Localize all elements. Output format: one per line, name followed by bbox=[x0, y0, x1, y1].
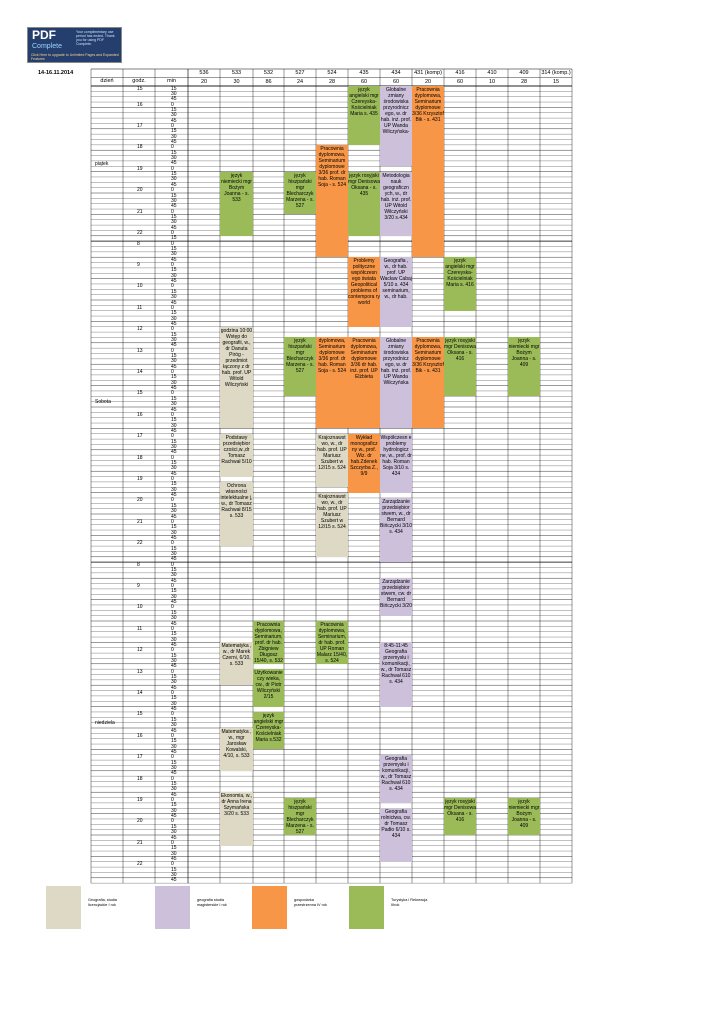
hour-cell: 20 bbox=[137, 187, 143, 194]
class-block: język angielski mgr Czereyska-Kościelniak Maria s. 416 bbox=[444, 257, 476, 311]
room-capacity: 15 bbox=[552, 78, 560, 85]
legend-label: Turystyka i Rekreacja IIIrok bbox=[391, 898, 428, 907]
minute-cell: 45 bbox=[171, 342, 177, 349]
minute-cell: 0 bbox=[171, 347, 174, 354]
minute-cell: 30 bbox=[171, 315, 177, 322]
room-header: 410 bbox=[487, 70, 497, 76]
minute-cell: 0 bbox=[171, 411, 174, 418]
room-capacity: 30 bbox=[233, 78, 240, 85]
minute-cell: 15 bbox=[171, 213, 177, 220]
minute-cell: 45 bbox=[171, 203, 177, 210]
minute-cell: 0 bbox=[171, 283, 174, 290]
room-header: 533 bbox=[231, 70, 242, 76]
minute-cell: 45 bbox=[171, 534, 177, 541]
minute-cell: 45 bbox=[171, 813, 177, 820]
minute-cell: 15 bbox=[171, 609, 177, 616]
minute-cell: 45 bbox=[171, 160, 177, 167]
class-block: Globalne zmiany środowiska przyrodnicz ego, w. dr hab. inż. prof. UP Wanda Wilczyńska bbox=[380, 337, 412, 428]
room-capacity: 86 bbox=[265, 78, 272, 85]
minute-cell: 0 bbox=[171, 732, 174, 739]
hour-cell: 12 bbox=[137, 647, 143, 654]
minute-cell: 30 bbox=[171, 615, 177, 622]
hour-cell: 20 bbox=[137, 818, 143, 825]
class-block: język rosyjski mgr Denisowa Oksana - s. 435 bbox=[348, 172, 380, 236]
minute-cell: 30 bbox=[171, 443, 177, 450]
hour-cell: 14 bbox=[137, 690, 143, 697]
minute-cell: 45 bbox=[171, 663, 177, 670]
minute-cell: 15 bbox=[171, 310, 177, 317]
minute-cell: 0 bbox=[171, 625, 174, 632]
hour-cell: 20 bbox=[137, 497, 143, 504]
hour-cell: 15 bbox=[137, 711, 143, 718]
class-block: język rosyjski mgr Denisowa Oksana - s. 416 bbox=[444, 337, 476, 396]
hour-cell: 18 bbox=[137, 775, 143, 782]
minute-cell: 15 bbox=[171, 171, 177, 178]
minute-cell: 45 bbox=[171, 181, 177, 188]
class-block: język hiszpański mgr Blecharczyk Marzena - s. 527 bbox=[284, 337, 316, 396]
minute-cell: 0 bbox=[171, 775, 174, 782]
room-header: 314 (komp.) bbox=[541, 70, 571, 76]
minute-cell: 30 bbox=[171, 294, 177, 301]
minute-cell: 0 bbox=[171, 101, 174, 108]
minute-cell: 0 bbox=[171, 690, 174, 697]
minute-cell: 30 bbox=[171, 529, 177, 536]
minute-cell: 30 bbox=[171, 764, 177, 771]
minute-cell: 0 bbox=[171, 262, 174, 269]
minute-cell: 30 bbox=[171, 358, 177, 365]
minute-cell: 30 bbox=[171, 272, 177, 279]
minute-cell: 30 bbox=[171, 636, 177, 643]
minute-cell: 15 bbox=[171, 631, 177, 638]
hour-cell: 21 bbox=[137, 518, 143, 525]
minute-cell: 0 bbox=[171, 861, 174, 868]
minute-cell: 0 bbox=[171, 839, 174, 846]
minute-cell: 0 bbox=[171, 604, 174, 611]
banner-message: Your complimentary use period has ended. Thank you for using PDF Complete. bbox=[76, 30, 115, 46]
minute-cell: 0 bbox=[171, 647, 174, 654]
minute-cell: 15 bbox=[171, 460, 177, 466]
hour-cell: 15 bbox=[137, 390, 143, 397]
room-header: 431 (komp) bbox=[414, 70, 442, 76]
minute-cell: 15 bbox=[171, 716, 177, 723]
minute-cell: 15 bbox=[171, 652, 177, 659]
minute-cell: 15 bbox=[171, 545, 177, 552]
minute-cell: 45 bbox=[171, 492, 177, 499]
pdf-logo: PDF Complete bbox=[32, 28, 62, 50]
class-block: Zarządzanie przedsiębior stwem, cw. dr Bernard Bińczycki 3/20 bbox=[380, 578, 412, 615]
minute-cell: 45 bbox=[171, 599, 177, 606]
class-block: Ochrona własności intelektualne j, w., dr Tomasz Rachwał 8/15 s. 533 bbox=[220, 482, 253, 546]
minute-cell: 45 bbox=[171, 834, 177, 841]
hour-cell: 15 bbox=[137, 85, 143, 92]
minute-cell: 15 bbox=[171, 246, 177, 252]
minute-cell: 30 bbox=[171, 379, 177, 386]
legend-label: Geografia, studia licencjackie I rok bbox=[88, 898, 117, 907]
class-block: Zarządzanie przedsiębior stwem, w., dr Bernard Bińczycki 3/10 s. 434 bbox=[380, 498, 412, 562]
header-minute: min bbox=[167, 78, 176, 84]
class-block: język angielski mgr Czereyska-Kościelniak Maria s. 435 bbox=[348, 86, 380, 145]
day-label: niedziela bbox=[95, 719, 115, 726]
room-header: 416 bbox=[455, 70, 465, 76]
class-block: język niemiecki mgr Bożym Joanna - s. 409 bbox=[508, 337, 540, 396]
hour-cell: 22 bbox=[137, 540, 143, 547]
minute-cell: 15 bbox=[171, 481, 177, 488]
hour-cell: 14 bbox=[137, 369, 143, 376]
minute-cell: 45 bbox=[171, 278, 177, 285]
minute-cell: 0 bbox=[171, 144, 174, 151]
minute-cell: 45 bbox=[171, 117, 177, 124]
class-block: Pracownia dyplomowa, Seminarium dyplomowe 3/36 prof. dr hab. Roman Soja - s. 524 bbox=[316, 145, 348, 257]
room-capacity: 60 bbox=[456, 78, 464, 85]
day-label: piątek bbox=[95, 160, 109, 167]
hour-cell: 18 bbox=[137, 144, 143, 151]
minute-cell: 0 bbox=[171, 754, 174, 761]
minute-cell: 45 bbox=[171, 427, 177, 434]
class-block: język niemiecki mgr Bożym Joanna - s. 533 bbox=[220, 172, 253, 236]
hour-cell: 9 bbox=[137, 262, 140, 269]
room-capacity: 60 bbox=[392, 78, 400, 85]
minute-cell: 30 bbox=[171, 155, 177, 162]
hour-cell: 8 bbox=[137, 561, 140, 568]
minute-cell: 0 bbox=[171, 187, 174, 194]
minute-cell: 30 bbox=[171, 700, 177, 707]
minute-cell: 15 bbox=[171, 128, 177, 135]
minute-cell: 15 bbox=[171, 331, 177, 338]
legend-label: gospodarka przestrzenna IV rok bbox=[294, 898, 327, 907]
class-block: język niemiecki mgr Bożym Joanna - s. 409 bbox=[508, 798, 540, 835]
hour-cell: 16 bbox=[137, 732, 143, 739]
room-header: 435 bbox=[359, 70, 369, 76]
minute-cell: 15 bbox=[171, 438, 177, 445]
hour-cell: 16 bbox=[137, 101, 143, 108]
hour-cell: 13 bbox=[137, 347, 143, 354]
minute-cell: 15 bbox=[171, 866, 177, 873]
class-block: Pracownia dyplomowa, Seminarium, prof. dr hab. Zbigniew Długosz 15/40, s. 532 bbox=[254, 622, 283, 664]
hour-cell: 21 bbox=[137, 839, 143, 846]
minute-cell: 15 bbox=[171, 588, 177, 595]
minute-cell: 45 bbox=[171, 620, 177, 627]
hour-cell: 10 bbox=[137, 604, 143, 611]
minute-cell: 15 bbox=[171, 353, 177, 359]
minute-cell: 15 bbox=[171, 235, 177, 242]
minute-cell: 15 bbox=[171, 823, 177, 830]
room-header: 527 bbox=[295, 70, 305, 76]
hour-cell: 17 bbox=[137, 122, 143, 129]
minute-cell: 15 bbox=[171, 674, 177, 680]
minute-cell: 15 bbox=[171, 802, 177, 809]
minute-cell: 30 bbox=[171, 90, 177, 97]
minute-cell: 30 bbox=[171, 786, 177, 793]
minute-cell: 0 bbox=[171, 304, 174, 311]
minute-cell: 0 bbox=[171, 476, 174, 483]
minute-cell: 45 bbox=[171, 224, 177, 231]
minute-cell: 30 bbox=[171, 593, 177, 600]
minute-cell: 30 bbox=[171, 112, 177, 119]
room-capacity: 28 bbox=[328, 78, 336, 85]
minute-cell: 15 bbox=[171, 781, 177, 787]
minute-cell: 15 bbox=[171, 695, 177, 702]
room-capacity: 28 bbox=[520, 78, 528, 85]
minute-cell: 45 bbox=[171, 406, 177, 413]
minute-cell: 30 bbox=[171, 251, 177, 258]
class-block: Wykład monograficz ny w., prof. Wiz. dr hab.Zdenek Szczyrba Z., 9/9 bbox=[348, 434, 380, 493]
class-block: Globalne zmiany środowiska przyrodnicz ego, w. dr hab. inż. prof. UP Wanda Wilczyńska- bbox=[380, 86, 412, 166]
class-block: Użytkowanie czy wieka, cw., dr Piotr Wilczyński 2/15 bbox=[253, 669, 284, 706]
minute-cell: 30 bbox=[171, 871, 177, 878]
room-capacity: 24 bbox=[296, 78, 304, 85]
hour-cell: 21 bbox=[137, 208, 143, 215]
minute-cell: 15 bbox=[171, 845, 177, 852]
minute-cell: 30 bbox=[171, 829, 177, 836]
minute-cell: 45 bbox=[171, 513, 177, 520]
class-block: Podstawy przedsiębior czości,w.,dr Tomasz Rachwał 5/10 bbox=[220, 434, 253, 477]
hour-cell: 16 bbox=[137, 411, 143, 418]
minute-cell: 15 bbox=[171, 267, 177, 274]
class-block: godzina 10:00 Wstęp do geografii, w., dr Danuta Piróg - przedmiot łączony z dr hab. prof. UP Witold Wilczyński bbox=[220, 327, 253, 429]
minute-cell: 15 bbox=[171, 288, 177, 295]
minute-cell: 0 bbox=[171, 518, 174, 525]
minute-cell: 30 bbox=[171, 133, 177, 140]
minute-cell: 45 bbox=[171, 470, 177, 477]
hour-cell: 18 bbox=[137, 454, 143, 461]
hour-cell: 19 bbox=[137, 165, 143, 172]
class-block: Geografia , w., dr hab. prof. UP Wacław Cabaj 5/10 s. 434 seminarium, w., dr hab. bbox=[380, 257, 412, 327]
minute-cell: 0 bbox=[171, 390, 174, 397]
minute-cell: 0 bbox=[171, 240, 174, 247]
minute-cell: 15 bbox=[171, 759, 177, 766]
minute-cell: 0 bbox=[171, 540, 174, 547]
minute-cell: 30 bbox=[171, 336, 177, 343]
minute-cell: 15 bbox=[171, 106, 177, 113]
class-block: dyplomowa, Seminarium dyplomowe 3/36 prof. dr hab. Roman Soja - s. 524 bbox=[316, 337, 348, 428]
schedule-date: 14-16.11.2014 bbox=[38, 70, 74, 76]
minute-cell: 15 bbox=[171, 567, 177, 573]
minute-cell: 30 bbox=[171, 219, 177, 226]
minute-cell: 0 bbox=[171, 369, 174, 376]
minute-cell: 30 bbox=[171, 657, 177, 664]
minute-cell: 30 bbox=[171, 486, 177, 493]
minute-cell: 30 bbox=[171, 807, 177, 814]
room-capacity: 20 bbox=[424, 78, 432, 85]
class-block: Krajoznawst wo, w., dr hab. prof. UP Mariusz Szubert w 12/15 s. 524 bbox=[316, 493, 348, 557]
minute-cell: 15 bbox=[171, 417, 177, 424]
hour-cell: 9 bbox=[137, 583, 140, 590]
hour-cell: 22 bbox=[137, 861, 143, 868]
hour-cell: 22 bbox=[137, 229, 143, 236]
minute-cell: 0 bbox=[171, 497, 174, 504]
class-block: Krajoznawst wo, w., dr hab. prof. UP Mariusz Szubert w 12/15 s. 524 bbox=[316, 434, 348, 488]
minute-cell: 45 bbox=[171, 855, 177, 862]
hour-cell: 13 bbox=[137, 668, 143, 675]
room-header: 536 bbox=[199, 70, 209, 76]
minute-cell: 0 bbox=[171, 797, 174, 804]
minute-cell: 15 bbox=[171, 192, 177, 199]
minute-cell: 45 bbox=[171, 684, 177, 691]
minute-cell: 30 bbox=[171, 550, 177, 557]
minute-cell: 45 bbox=[171, 385, 177, 392]
minute-cell: 30 bbox=[171, 508, 177, 515]
minute-cell: 0 bbox=[171, 818, 174, 825]
room-capacity: 60 bbox=[360, 78, 368, 85]
minute-cell: 30 bbox=[171, 722, 177, 729]
minute-cell: 45 bbox=[171, 299, 177, 306]
class-block: język angielski mgr Czereyska-Kościelniak Maria s.532 bbox=[253, 712, 284, 749]
minute-cell: 30 bbox=[171, 743, 177, 750]
hour-cell: 8 bbox=[137, 240, 140, 247]
upgrade-link[interactable]: Click Here to upgrade to Unlimited Pages and Expanded Features bbox=[31, 53, 119, 61]
minute-cell: 0 bbox=[171, 583, 174, 590]
minute-cell: 15 bbox=[171, 149, 177, 156]
legend-swatch bbox=[349, 886, 384, 929]
legend-swatch bbox=[155, 886, 190, 929]
minute-cell: 45 bbox=[171, 727, 177, 734]
class-block: Problemy polityczne współczesn ego świata Geopolitical problems of contempora ry world bbox=[348, 257, 380, 327]
minute-cell: 0 bbox=[171, 165, 174, 172]
minute-cell: 45 bbox=[171, 748, 177, 755]
room-header: 532 bbox=[263, 70, 274, 76]
class-block: Pracownia dyplomowa, Seminarium dyplomowe 3/36 dr hab. inż. prof. UP Elżbieta bbox=[348, 337, 380, 428]
hour-cell: 17 bbox=[137, 433, 143, 440]
minute-cell: 45 bbox=[171, 641, 177, 648]
minute-cell: 45 bbox=[171, 791, 177, 798]
header-hour: godz. bbox=[132, 78, 146, 84]
minute-cell: 30 bbox=[171, 197, 177, 204]
minute-cell: 45 bbox=[171, 449, 177, 456]
minute-cell: 30 bbox=[171, 850, 177, 857]
minute-cell: 45 bbox=[171, 96, 177, 103]
minute-cell: 15 bbox=[171, 502, 177, 509]
room-header: 434 bbox=[391, 70, 401, 76]
minute-cell: 0 bbox=[171, 454, 174, 461]
class-block: Matematyka , w., dr Marek Czerni, 6/10, s. 533 bbox=[220, 642, 253, 685]
room-header: 409 bbox=[519, 70, 529, 76]
minute-cell: 45 bbox=[171, 139, 177, 145]
minute-cell: 30 bbox=[171, 422, 177, 429]
day-label: Sobota bbox=[95, 398, 111, 405]
minute-cell: 30 bbox=[171, 572, 177, 579]
minute-cell: 0 bbox=[171, 326, 174, 333]
minute-cell: 15 bbox=[171, 395, 177, 402]
hour-cell: 12 bbox=[137, 326, 143, 333]
minute-cell: 0 bbox=[171, 229, 174, 236]
minute-cell: 45 bbox=[171, 320, 177, 327]
minute-cell: 30 bbox=[171, 465, 177, 472]
header-day: dzień bbox=[100, 78, 114, 84]
room-capacity: 20 bbox=[200, 78, 208, 85]
minute-cell: 30 bbox=[171, 679, 177, 686]
minute-cell: 0 bbox=[171, 122, 174, 129]
class-block: Pracownia dyplomowa, Seminarium, dr hab. prof. UP Roman Malarz 15/40, s. 524 bbox=[316, 622, 348, 664]
minute-cell: 30 bbox=[171, 401, 177, 408]
class-block: język rosyjski mgr Denisowa Oksana - s. 416 bbox=[444, 798, 476, 835]
minute-cell: 0 bbox=[171, 668, 174, 675]
legend-swatch bbox=[46, 886, 81, 929]
minute-cell: 0 bbox=[171, 711, 174, 718]
class-block: Metodologia nauk geograficzn ych, w., dr hab. inż. prof. UP Witold Wilczyński 3/20 s.434 bbox=[380, 172, 412, 236]
minute-cell: 45 bbox=[171, 877, 177, 884]
class-block: Pracownia dyplomowa, Seminarium dyplomowe 3/36 Krzysztof Bik - s. 431 bbox=[412, 86, 444, 257]
minute-cell: 15 bbox=[171, 738, 177, 745]
legend-label: geografia studia magisterskie I rok bbox=[197, 898, 227, 907]
room-header: 524 bbox=[327, 70, 337, 76]
class-block: Matematyka , w., mgr Jarosław Kowalski, 4/10, s. 533 bbox=[220, 728, 253, 771]
hour-cell: 10 bbox=[137, 283, 143, 290]
minute-cell: 45 bbox=[171, 770, 177, 777]
class-block: język hiszpański mgr Blecharczyk Marzena - s. 527 bbox=[284, 798, 316, 835]
minute-cell: 15 bbox=[171, 85, 177, 92]
minute-cell: 45 bbox=[171, 577, 177, 584]
hour-cell: 11 bbox=[137, 304, 143, 311]
class-block: Pracownia dyplomowa, Seminarium dyplomowe 3/36 Krzysztof Bik - s. 431 bbox=[412, 337, 444, 428]
legend-swatch bbox=[252, 886, 287, 929]
hour-cell: 19 bbox=[137, 476, 143, 483]
hour-cell: 19 bbox=[137, 797, 143, 804]
minute-cell: 45 bbox=[171, 363, 177, 370]
minute-cell: 45 bbox=[171, 256, 177, 263]
class-block: Geografia rolnictwa, cw. dr Tomasz Padło 6/10 s. 434 bbox=[380, 808, 412, 862]
minute-cell: 0 bbox=[171, 208, 174, 215]
hour-cell: 11 bbox=[137, 625, 143, 632]
minute-cell: 15 bbox=[171, 374, 177, 381]
room-capacity: 10 bbox=[488, 78, 496, 85]
minute-cell: 0 bbox=[171, 433, 174, 440]
minute-cell: 45 bbox=[171, 706, 177, 713]
class-block: Ekonomia, w., dr Anna Irena Szymańska 3/20 s. 533 bbox=[220, 792, 253, 846]
class-block: język hiszpański mgr Blecharczyk Marzena - s. 527 bbox=[284, 172, 316, 215]
class-block: Współczesn e problemy hydrologicz ne, w., prof. dr hab. Roman Soja 3/10 s. 434 bbox=[380, 434, 412, 493]
minute-cell: 0 bbox=[171, 561, 174, 568]
class-block: 8:45-11:45 Geografia przemysłu i komunikacji, w., dr Tomasz Rachwał 610 s. 434 bbox=[380, 642, 412, 706]
minute-cell: 15 bbox=[171, 524, 177, 531]
minute-cell: 45 bbox=[171, 556, 177, 563]
hour-cell: 17 bbox=[137, 754, 143, 761]
minute-cell: 30 bbox=[171, 176, 177, 183]
class-block: Geografia przemysłu i komunikacji, w., dr Tomasz Rachwał 610 s. 434 bbox=[380, 755, 412, 803]
